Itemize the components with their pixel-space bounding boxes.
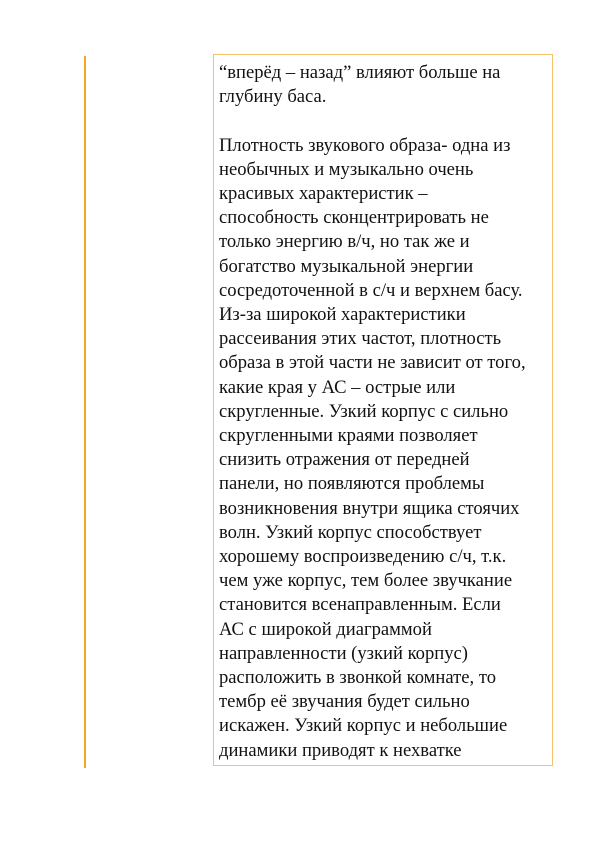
paragraph-spacer (219, 109, 548, 133)
margin-rule (84, 56, 86, 768)
text-frame (213, 54, 553, 766)
paragraph-continued: “вперёд – назад” влияют больше на глубину баса. (219, 62, 501, 108)
paragraph-sound-density: Плотность звукового образа- одна из необычных и музыкально очень красивых характеристик – способность сконцентрировать не только энергию в/ч, но так же и богатство музыкальной энергии сосредоточенной в с/ч и верхнем басу. Из-за широкой характеристики рассеивания этих частот, плотность образа в этой части не зависит от того, какие края у АС – острые или скругленные. Узкий корпус с сильно скругленными краями позволяет снизить отражения от передней панели, но появляются проблемы возникновения внутри ящика стоячих волн. Узкий корпус способствует хорошему воспроизведению с/ч, т.к. чем уже корпус, тем более звучкание становится всенаправленным. Если АС с широкой диаграммой направленности (узкий корпус) расположить в звонкой комнате, то тембр её звучания будет сильно искажен. Узкий корпус и небольшие динамики приводят к нехватке (219, 134, 526, 761)
